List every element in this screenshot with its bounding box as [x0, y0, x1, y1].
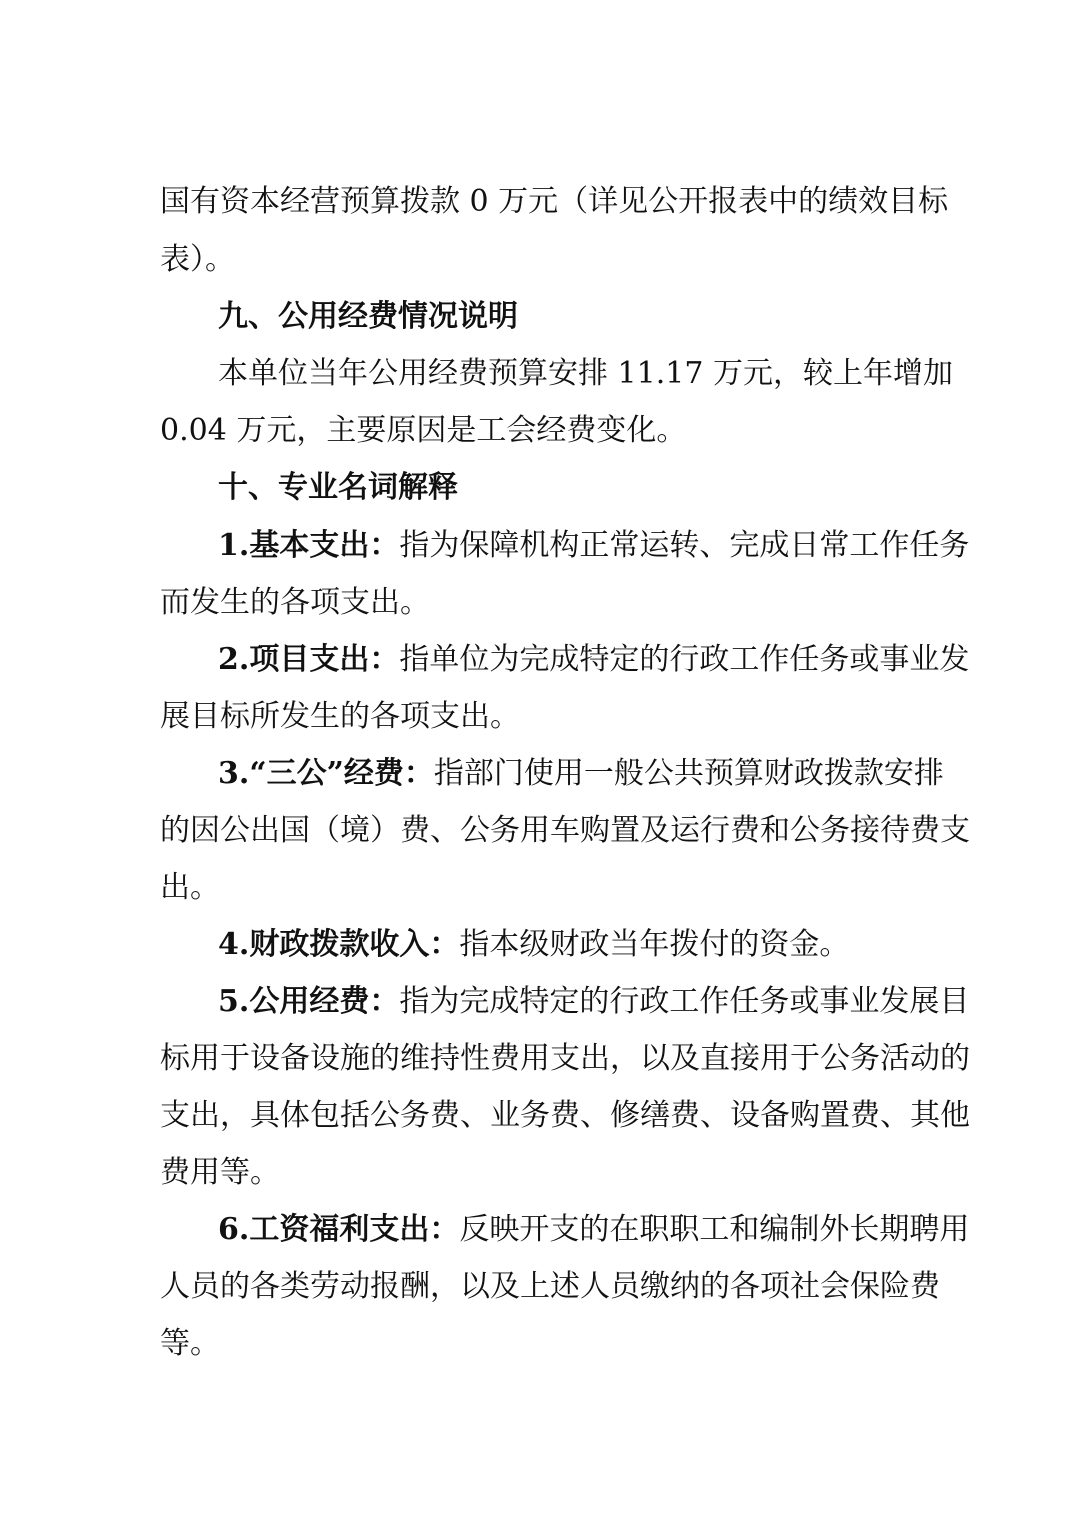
definition-6-line-1 — [218, 1210, 970, 1250]
definition-2-text: 指单位为完成特定的行政工作任务或事业发 — [399, 642, 970, 677]
definition-1-text: 指为保障机构正常运转、完成日常工作任务 — [399, 528, 970, 563]
definition-6-line-3: 等。 — [160, 1326, 220, 1361]
definition-3-text: 指部门使用一般公共预算财政拨款安排 — [433, 756, 944, 791]
definition-5-line-2: 标用于设备设施的维持性费用支出，以及直接用于公务活动的 — [160, 1041, 970, 1076]
definition-4-term: 4.财政拨款收入： — [218, 927, 460, 962]
definition-5-text: 指为完成特定的行政工作任务或事业发展目 — [399, 984, 970, 1019]
definition-2-line-2: 展目标所发生的各项支出。 — [160, 699, 520, 734]
definition-1-line-1 — [218, 526, 970, 566]
definition-5-line-4: 费用等。 — [160, 1155, 280, 1190]
definition-4-text: 指本级财政当年拨付的资金。 — [459, 927, 850, 962]
definition-3-line-2: 的因公出国（境）费、公务用车购置及运行费和公务接待费支 — [160, 813, 970, 848]
section-9-line-1: 本单位当年公用经费预算安排 11.17 万元，较上年增加 — [218, 356, 953, 391]
definition-5-line-1 — [218, 982, 970, 1022]
paragraph-prev-line-2: 表）。 — [160, 242, 235, 277]
paragraph-prev-line-1: 国有资本经营预算拨款 0 万元（详见公开报表中的绩效目标 — [160, 184, 949, 219]
definition-4-line-1 — [218, 925, 849, 965]
definition-1-term: 1.基本支出： — [218, 528, 400, 563]
definition-6-line-2: 人员的各类劳动报酬，以及上述人员缴纳的各项社会保险费 — [160, 1269, 940, 1304]
definition-6-text: 反映开支的在职职工和编制外长期聘用 — [459, 1212, 970, 1247]
definition-5-term: 5.公用经费： — [218, 984, 400, 1019]
definition-6-term: 6.工资福利支出： — [218, 1212, 460, 1247]
definition-5-line-3: 支出，具体包括公务费、业务费、修缮费、设备购置费、其他 — [160, 1098, 970, 1133]
section-9-heading: 九、公用经费情况说明 — [218, 299, 518, 334]
section-10-heading: 十、专业名词解释 — [218, 470, 458, 505]
section-9-line-2: 0.04 万元，主要原因是工会经费变化。 — [160, 413, 687, 448]
definition-2-term: 2.项目支出： — [218, 642, 400, 677]
definition-3-line-1 — [218, 754, 944, 794]
definition-3-line-3: 出。 — [160, 870, 220, 905]
definition-2-line-1 — [218, 640, 970, 680]
definition-1-line-2: 而发生的各项支出。 — [160, 585, 430, 620]
definition-3-term: 3.“三公”经费： — [218, 756, 434, 791]
